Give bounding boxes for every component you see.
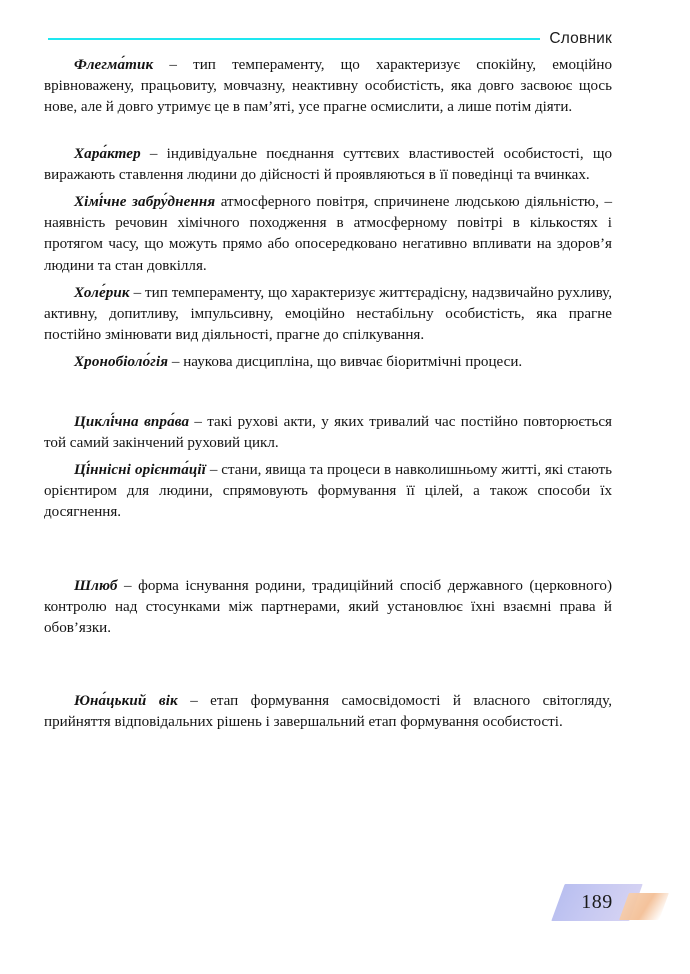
glossary-definition: – індивідуальне поєднання суттєвих властивостей особистості, що виражають ставлення людини до дійсності й проявляються в її поведінці та вчинках.: [44, 145, 612, 183]
glossary-term: Циклі́чна впра́ва: [74, 413, 190, 430]
glossary-entry: [44, 144, 612, 186]
glossary-term: Флегма́тик: [74, 57, 154, 73]
glossary-entry: [44, 55, 612, 119]
page-number-tab: [558, 884, 670, 924]
glossary-entry: [44, 412, 612, 454]
glossary-term: Ці́ннісні орієнта́ції: [74, 462, 206, 479]
glossary-entry-list: [44, 55, 612, 734]
glossary-entry: [44, 283, 612, 347]
glossary-term: Холе́рик: [74, 284, 130, 301]
glossary-definition: – етап формування самосвідомості й власного світогляду, прийняття відповідальних рішень і завершальний етап формування особистості.: [44, 693, 612, 731]
glossary-definition: – тип темпераменту, що характеризує спокійну, емоційно врівноважену, працьовиту, мовчазну, неактивну особистість, яка довго засвоює щось нове, але й довго утримує це в пам’яті, усе прагне осмислити, а лише потім діяти.: [44, 57, 612, 116]
glossary-definition: – тип темпераменту, що характеризує життєрадісну, надзвичайно рухливу, активну, допитливу, імпульсивну, емоційно нестабільну особистість, яка прагне постійно змінювати вид діяльності, прагне до спілкування.: [44, 284, 612, 344]
glossary-entry: [44, 352, 612, 373]
glossary-definition: – стани, явища та процеси в навколишньому житті, які стають орієнтиром для людини, спрямовують формування її цілей, а також способи їх досягнення.: [44, 462, 612, 521]
glossary-entry: [44, 576, 612, 640]
glossary-definition: – наукова дисципліна, що вивчає біоритмічні процеси.: [168, 354, 523, 371]
page-number: 189: [581, 891, 613, 913]
glossary-entry: [44, 460, 612, 524]
header-rule-decoration: [48, 38, 540, 40]
glossary-definition: – форма існування родини, традиційний спосіб державного (церковного) контролю над стосунками між партнерами, який установлює їхні взаємні права й обов’язки.: [44, 577, 612, 637]
glossary-term: Юна́цький вік: [74, 693, 178, 710]
glossary-entry: [44, 192, 612, 277]
glossary-term: Хара́ктер: [74, 145, 141, 162]
page-title: Словник: [549, 30, 612, 48]
glossary-term: Хімі́чне забру́днення: [74, 194, 216, 211]
running-head: [0, 26, 690, 52]
glossary-definition: атмосферного повітря, спричинене людською діяльністю, – наявність речовин хімічного походження в атмосферному повітрі в кількостях і протягом часу, що можуть прямо або опосередковано негативно впливати на здоров’я людини та стан довкілля.: [44, 194, 612, 274]
glossary-definition: – такі рухові акти, у яких тривалий час постійно повторюється той самий закінчений руховий цикл.: [44, 413, 612, 451]
glossary-entry: [44, 691, 612, 733]
glossary-term: Хронобіоло́гія: [74, 354, 169, 371]
glossary-term: Шлюб: [74, 577, 118, 594]
